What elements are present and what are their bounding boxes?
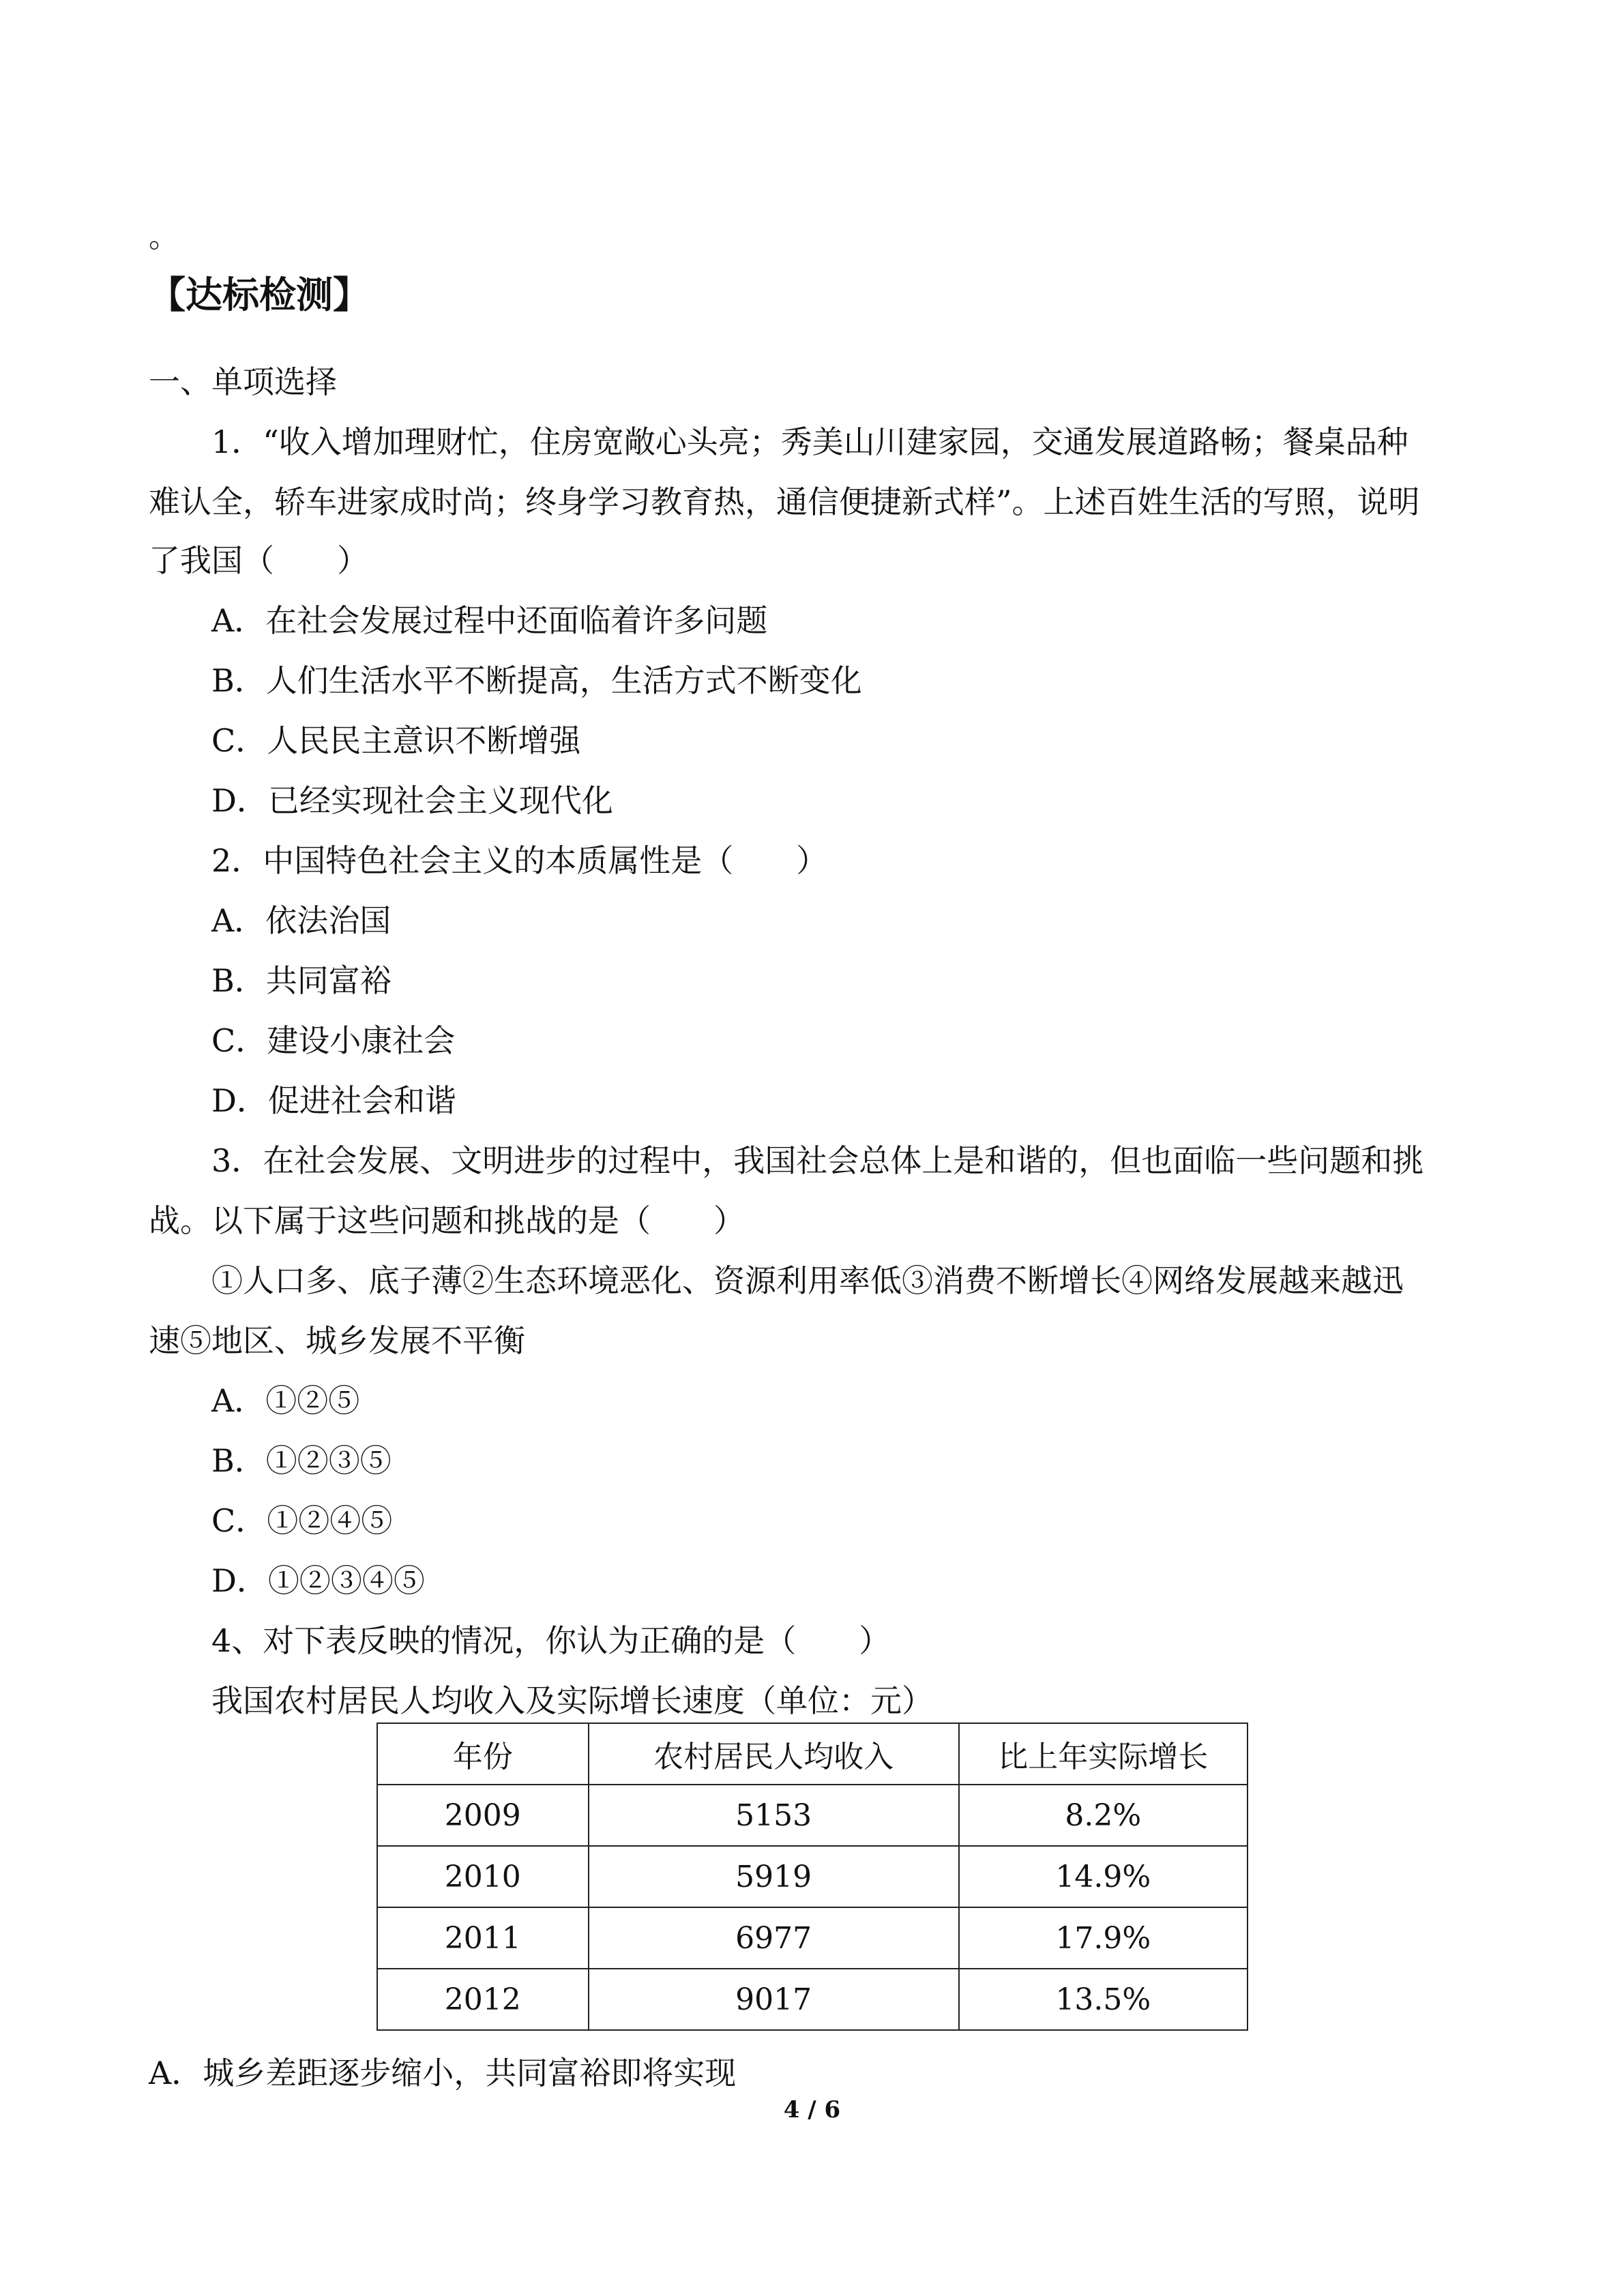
q3-line-3: ①人口多、底子薄②生态环境恶化、资源利用率低③消费不断增长④网络发展越来越迅 [211,1262,1404,1299]
cell-income: 6977 [589,1907,959,1969]
page-number: 4 / 6 [783,2096,841,2123]
income-table [377,1723,1248,2031]
cell-income: 5919 [589,1846,959,1907]
table-header-row [377,1723,1247,1785]
cell-income: 9017 [589,1969,959,2030]
q4-option-a: A．城乡差距逐步缩小，共同富裕即将实现 [149,2055,737,2091]
q3-option-d: D．①②③④⑤ [211,1562,425,1599]
q4-line-1: 4、对下表反映的情况，你认为正确的是（ ） [211,1622,891,1659]
cell-year: 2012 [377,1969,589,2030]
cell-growth: 8.2% [959,1785,1247,1846]
q2-option-b: B．共同富裕 [211,962,392,999]
part-title: 一、单项选择 [149,363,337,400]
cell-year: 2011 [377,1907,589,1969]
q2-option-c: C．建设小康社会 [211,1022,456,1059]
section-title: 【达标检测】 [149,273,370,316]
q2-line-1: 2．中国特色社会主义的本质属性是（ ） [211,842,828,879]
q3-line-1: 3．在社会发展、文明进步的过程中，我国社会总体上是和谐的，但也面临一些问题和挑 [211,1142,1424,1179]
q3-line-2: 战。以下属于这些问题和挑战的是（ ） [149,1202,745,1239]
header-growth: 比上年实际增长 [959,1723,1247,1785]
table-row [377,1785,1247,1846]
q1-option-c: C．人民民主意识不断增强 [211,722,581,759]
cell-growth: 14.9% [959,1846,1247,1907]
header-year: 年份 [377,1723,589,1785]
table-row [377,1969,1247,2030]
q2-option-a: A．依法治国 [211,902,392,939]
table-row [377,1846,1247,1907]
header-income: 农村居民人均收入 [589,1723,959,1785]
leading-mark: 。 [149,220,179,254]
q3-option-b: B．①②③⑤ [211,1442,392,1479]
cell-year: 2009 [377,1785,589,1846]
cell-year: 2010 [377,1846,589,1907]
cell-growth: 13.5% [959,1969,1247,2030]
q3-option-a: A．①②⑤ [211,1382,360,1419]
q2-option-d: D．促进社会和谐 [211,1082,456,1119]
q3-line-4: 速⑤地区、城乡发展不平衡 [149,1322,525,1359]
q3-option-c: C．①②④⑤ [211,1502,393,1539]
q1-line-2: 难认全，轿车进家成时尚；终身学习教育热，通信便捷新式样”。上述百姓生活的写照，说明 [149,483,1420,520]
q4-table-caption: 我国农村居民人均收入及实际增长速度（单位：元） [211,1682,933,1719]
q1-line-3: 了我国（ ） [149,542,368,579]
q1-option-d: D．已经实现社会主义现代化 [211,782,613,819]
cell-growth: 17.9% [959,1907,1247,1969]
table-row [377,1907,1247,1969]
q1-option-b: B．人们生活水平不断提高，生活方式不断变化 [211,662,862,699]
q1-line-1: 1．“收入增加理财忙，住房宽敞心头亮；秀美山川建家园，交通发展道路畅；餐桌品种 [211,423,1408,460]
q1-option-a: A．在社会发展过程中还面临着许多问题 [211,602,768,639]
cell-income: 5153 [589,1785,959,1846]
